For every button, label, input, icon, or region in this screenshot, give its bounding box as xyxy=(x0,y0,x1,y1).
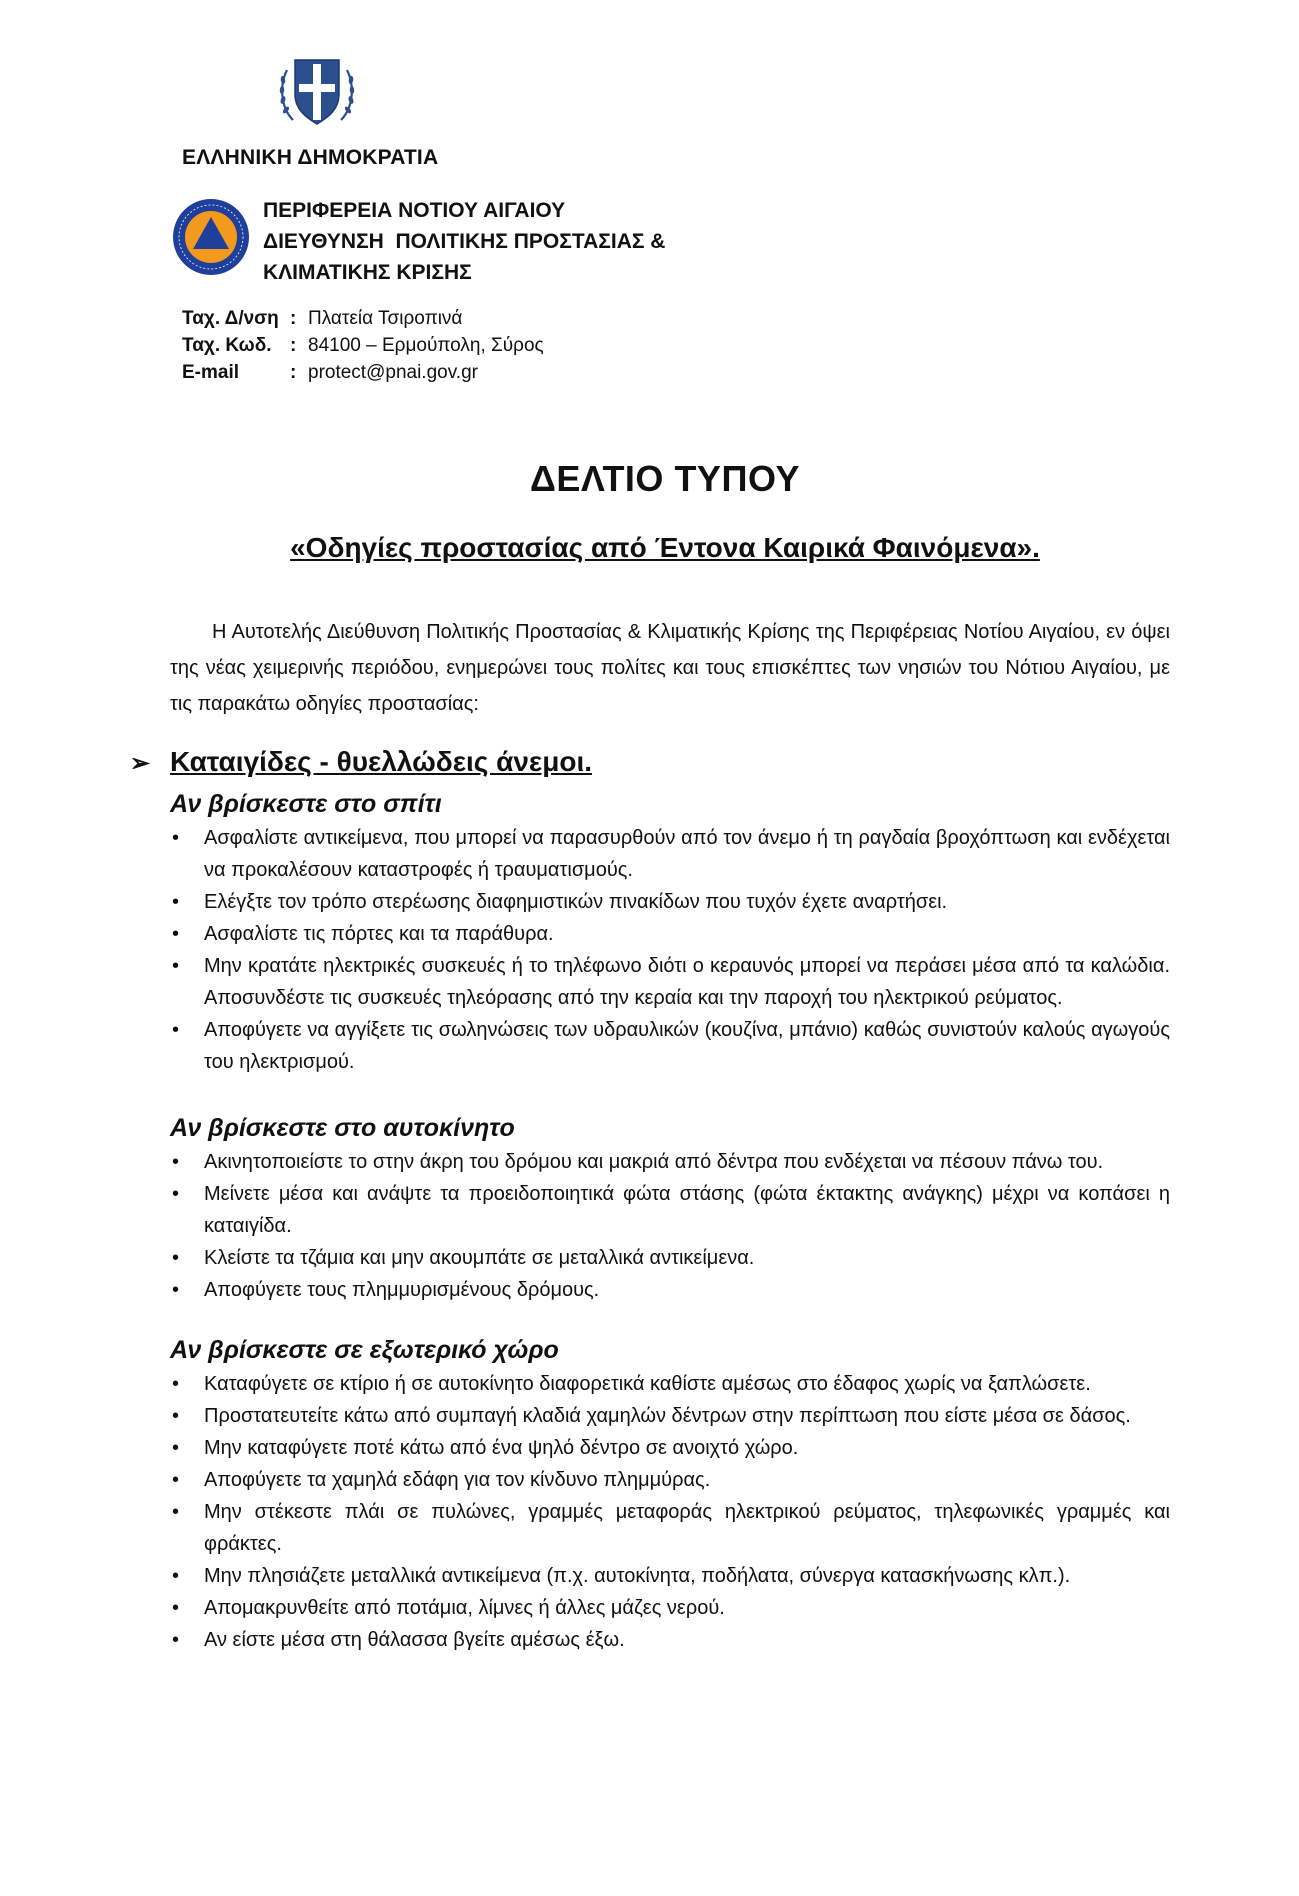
bullet-icon: • xyxy=(172,1437,180,1459)
list-item xyxy=(170,1014,1170,1078)
bullet-icon: • xyxy=(172,923,180,945)
bullet-icon: • xyxy=(172,891,180,913)
contact-separator: : xyxy=(290,308,297,329)
subheading-home: Αν βρίσκεστε στο σπίτι xyxy=(170,790,442,818)
org-line-2: ΔΙΕΥΘΥΝΣΗ ΠΟΛΙΤΙΚΗΣ ΠΡΟΣΤΑΣΙΑΣ & xyxy=(263,230,666,253)
contact-value: protect@pnai.gov.gr xyxy=(308,362,478,383)
list-item-text: Μείνετε μέσα και ανάψτε τα προειδοποιητικά φώτα στάσης (φώτα έκτακτης ανάγκης) μέχρι να κοπάσει η καταιγίδα. xyxy=(204,1183,1170,1237)
list-item xyxy=(170,886,1170,918)
bullet-icon: • xyxy=(172,1629,180,1651)
section-heading-text: Καταιγίδες - θυελλώδεις άνεμοι. xyxy=(170,746,592,777)
bullet-icon: • xyxy=(172,1501,180,1523)
list-item-text: Μην πλησιάζετε μεταλλικά αντικείμενα (π.χ. αυτοκίνητα, ποδήλατα, σύνεργα κατασκήνωσης κλπ.). xyxy=(204,1565,1071,1587)
arrow-bullet-icon: ➢ xyxy=(130,750,151,777)
contact-value: 84100 – Ερμούπολη, Σύρος xyxy=(308,335,544,356)
list-car xyxy=(170,1146,1170,1306)
bullet-icon: • xyxy=(172,1405,180,1427)
list-item-text: Καταφύγετε σε κτίριο ή σε αυτοκίνητο διαφορετικά καθίστε αμέσως στο έδαφος χωρίς να ξαπλώσετε. xyxy=(204,1373,1091,1395)
list-item xyxy=(170,1464,1170,1496)
intro-paragraph: Η Αυτοτελής Διεύθυνση Πολιτικής Προστασίας & Κλιματικής Κρίσης της Περιφέρειας Νοτίου Αιγαίου, εν όψει της νέας χειμερινής περιόδου, ενημερώνει τους πολίτες και τους επισκέπτες των νησιών του Νότιου Αιγαίου, με τις παρακάτω οδηγίες προστασίας: xyxy=(170,621,1170,715)
list-item-text: Ασφαλίστε αντικείμενα, που μπορεί να παρασυρθούν από τον άνεμο ή τη ραγδαία βροχόπτωση και ενδέχεται να προκαλέσουν καταστροφές ή τραυματισμούς. xyxy=(204,827,1170,881)
list-item-text: Κλείστε τα τζάμια και μην ακουμπάτε σε μεταλλικά αντικείμενα. xyxy=(204,1247,755,1269)
subheading-car: Αν βρίσκεστε στο αυτοκίνητο xyxy=(170,1114,515,1142)
list-item-text: Μην καταφύγετε ποτέ κάτω από ένα ψηλό δέντρο σε ανοιχτό χώρο. xyxy=(204,1437,799,1459)
civil-protection-logo-icon xyxy=(171,197,251,277)
list-item-text: Μην στέκεστε πλάι σε πυλώνες, γραμμές μεταφοράς ηλεκτρικού ρεύματος, τηλεφωνικές γραμμές και φράκτες. xyxy=(204,1501,1170,1555)
list-item xyxy=(170,950,1170,1014)
document-title: ΔΕΛΤΙΟ ΤΥΠΟΥ xyxy=(530,458,800,499)
section-heading xyxy=(130,746,592,778)
bullet-icon: • xyxy=(172,827,180,849)
bullet-icon: • xyxy=(172,1151,180,1173)
subheading-outdoor: Αν βρίσκεστε σε εξωτερικό χώρο xyxy=(170,1336,559,1364)
bullet-icon: • xyxy=(172,1373,180,1395)
list-item xyxy=(170,1496,1170,1560)
contact-label: Ταχ. Κωδ. xyxy=(182,335,272,356)
list-item-text: Αν είστε μέσα στη θάλασσα βγείτε αμέσως έξω. xyxy=(204,1629,625,1651)
greek-coat-of-arms-icon xyxy=(277,50,357,132)
list-item xyxy=(170,1274,1170,1306)
list-item xyxy=(170,822,1170,886)
org-line-3: ΚΛΙΜΑΤΙΚΗΣ ΚΡΙΣΗΣ xyxy=(263,261,472,284)
bullet-icon: • xyxy=(172,1019,180,1041)
list-item xyxy=(170,1560,1170,1592)
list-item-text: Αποφύγετε να αγγίξετε τις σωληνώσεις των υδραυλικών (κουζίνα, μπάνιο) καθώς συνιστούν καλούς αγωγούς του ηλεκτρισμού. xyxy=(204,1019,1170,1073)
bullet-icon: • xyxy=(172,1183,180,1205)
list-item xyxy=(170,918,1170,950)
list-item xyxy=(170,1592,1170,1624)
bullet-icon: • xyxy=(172,1469,180,1491)
bullet-icon: • xyxy=(172,955,180,977)
list-item-text: Ακινητοποιείστε το στην άκρη του δρόμου και μακριά από δέντρα που ενδέχεται να πέσουν πάνω του. xyxy=(204,1151,1104,1173)
org-line-1: ΠΕΡΙΦΕΡΕΙΑ ΝΟΤΙΟΥ ΑΙΓΑΙΟΥ xyxy=(263,199,566,222)
list-item xyxy=(170,1400,1170,1432)
contact-label: E-mail xyxy=(182,362,240,383)
bullet-icon: • xyxy=(172,1279,180,1301)
list-item xyxy=(170,1368,1170,1400)
contact-separator: : xyxy=(290,335,297,356)
list-item-text: Μην κρατάτε ηλεκτρικές συσκευές ή το τηλέφωνο διότι ο κεραυνός μπορεί να περάσει μέσα από τα καλώδια. Αποσυνδέστε τις συσκευές τηλεόρασης από την κεραία και την παροχή του ηλεκτρικού ρεύματος. xyxy=(204,955,1170,1009)
organization-name xyxy=(263,195,665,288)
list-item-text: Ασφαλίστε τις πόρτες και τα παράθυρα. xyxy=(204,923,554,945)
list-item xyxy=(170,1178,1170,1242)
list-item xyxy=(170,1146,1170,1178)
list-item-text: Αποφύγετε τους πλημμυρισμένους δρόμους. xyxy=(204,1279,600,1301)
republic-name: ΕΛΛΗΝΙΚΗ ΔΗΜΟΚΡΑΤΙΑ xyxy=(182,146,439,169)
list-item xyxy=(170,1432,1170,1464)
list-item-text: Ελέγξτε τον τρόπο στερέωσης διαφημιστικών πινακίδων που τυχόν έχετε αναρτήσει. xyxy=(204,891,948,913)
list-home xyxy=(170,822,1170,1078)
list-item xyxy=(170,1624,1170,1656)
bullet-icon: • xyxy=(172,1247,180,1269)
list-outdoor xyxy=(170,1368,1170,1656)
document-subtitle: «Οδηγίες προστασίας από Έντονα Καιρικά Φαινόμενα». xyxy=(290,532,1040,563)
contact-label: Ταχ. Δ/νση xyxy=(182,308,279,329)
bullet-icon: • xyxy=(172,1565,180,1587)
contact-separator: : xyxy=(290,362,297,383)
bullet-icon: • xyxy=(172,1597,180,1619)
list-item-text: Προστατευτείτε κάτω από συμπαγή κλαδιά χαμηλών δέντρων στην περίπτωση που είστε μέσα σε δάσος. xyxy=(204,1405,1131,1427)
list-item-text: Αποφύγετε τα χαμηλά εδάφη για τον κίνδυνο πλημμύρας. xyxy=(204,1469,711,1491)
contact-value: Πλατεία Τσιροπινά xyxy=(308,308,463,329)
list-item-text: Απομακρυνθείτε από ποτάμια, λίμνες ή άλλες μάζες νερού. xyxy=(204,1597,725,1619)
list-item xyxy=(170,1242,1170,1274)
